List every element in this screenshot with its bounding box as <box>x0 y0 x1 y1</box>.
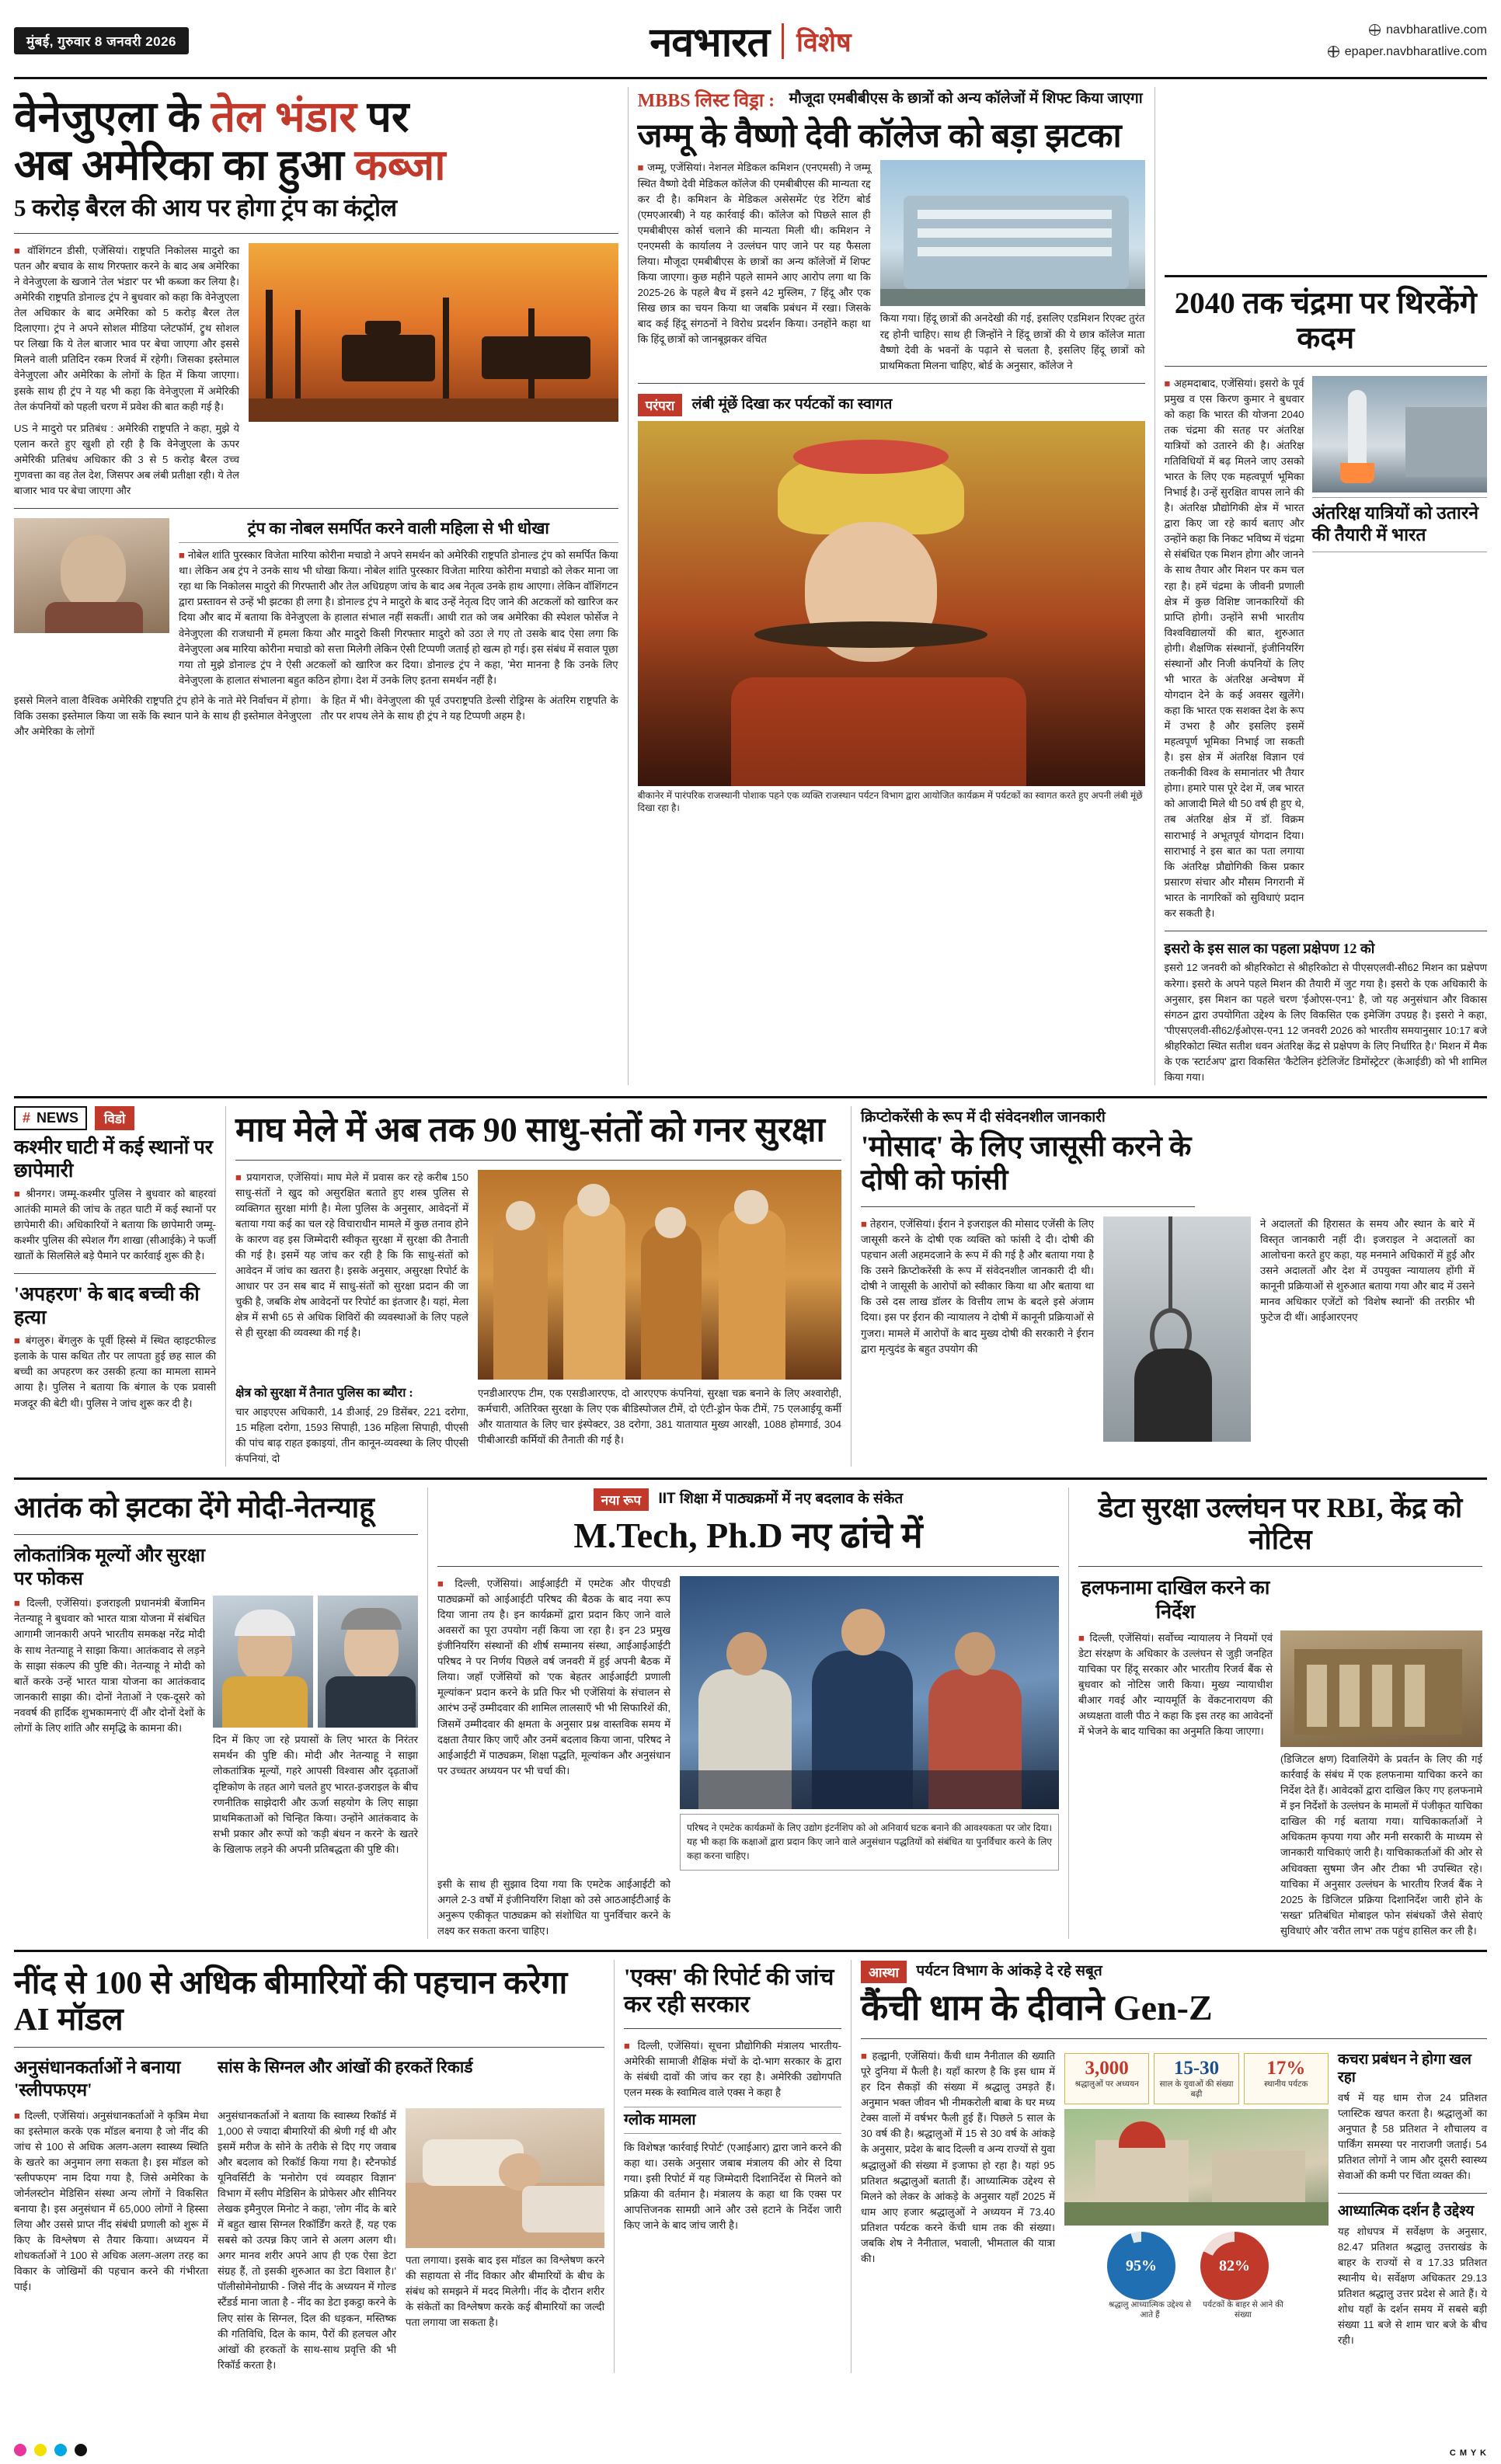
top-section <box>14 87 1487 1085</box>
x-report-headline: 'एक्स' की रिपोर्ट की जांच कर रही सरकार <box>624 1964 834 2018</box>
isro-launch-subhead: इसरो के इस साल का पहला प्रक्षेपण 12 को <box>1164 940 1375 956</box>
sleeping-person-photo <box>406 2108 604 2248</box>
stat-box: 15-30 साल के युवाओं की संख्या बढ़ी <box>1154 2053 1238 2104</box>
lead-subhead: 5 करोड़ बैरल की आय पर होगा ट्रंप का कंट्रोल <box>14 194 398 222</box>
moon-headline: 2040 तक चंद्रमा पर थिरकेंगे कदम <box>1174 287 1477 355</box>
website-line[interactable] <box>1231 19 1487 40</box>
news-strip: # NEWS विडो कश्मीर घाटी में कई स्थानों पर छापेमारी ■ श्रीनगर। जम्मू-कश्मीर पुलिस ने बुधवार को बाहरवां आतंकी मामले की जांच के तहत घाटी में कई स्थानों पर छापेमारी की। अधिकारियों ने बताया कि छापेमारी जम्मू-कश्मीर पुलिस की स्पेशल गैंग शाखा (सीआईके) ने फर्जी खातों के सिलसिले बड़े पैमाने पर कार्रवाई शुरू की है। 'अपहरण' के बाद बच्ची की हत्या ■ बंगलुरु। बेंगलुरु के पूर्वी हिस्से में स्थित व्हाइटफील्ड इलाके के पास कथित तौर पर लापता हुई छह साल की बच्ची का अपहरण कर उसकी हत्या का मामला सामने आया है। पुलिस ने बताया कि बंगाल के एक प्रवासी मजदूर की बेटी थी। पुलिस ने जांच शुरू कर दी है। <box>14 1106 216 1467</box>
moon-story: 2040 तक चंद्रमा पर थिरकेंगे कदम ■ अहमदाबाद, एजेंसियां। इसरो के पूर्व प्रमुख व एस किरण कुमार ने बुधवार को कहा कि भारत की योजना 2040 तक चंद्रमा की सतह पर अंतरिक्ष यात्रियों को उतारने की है। अंतरिक्ष गतिविधियों में बढ़ मिलने जाए उसको भारत के लिए एक महत्वपूर्ण भूमिका निभाई है। उन्हें सुरक्षित वापस लाने की है। अंतरिक्ष प्रौद्योगिकी क्षेत्र में भारत द्वारा किए जा रहे कार्य बताए और उन्होंने कहा कि निकट भविष्य में चंद्रमा से संबंधित एक मिशन होगा और जानने के साथ तैयार और मिशन पर कम चल रहा है। हमें चंद्रमा के जीवनी प्रणाली क्षेत्र में कुछ विशिष्ट जानकारियों की प्राप्ति होगी। उन्होंने सभी भारतीय विश्वविद्यालयों की बात, शुरुआत होगी। शैक्षणिक संस्थानों, इंजीनियरिंग संस्थानों और निजी कंपनियों के लिए भी भारत के अंतरिक्ष अन्वेषण में योगदान देने के कई अवसर खुलेंगे। कहा कि भारत एक सशक्त देश के रूप में उभरा है और इसलिए इसमें महत्वपूर्ण भूमिका निभाई जा सकती है। इस क्षेत्र में अंतरिक्ष विज्ञान एवं तकनीकी विश्व के समानांतर भी तैयार होगा। हमारे पास पूरे देश में, जब भारत को आजादी मिले थी 50 वर्ष ही हुए थे, तब अंतरिक्ष क्षेत्र में डॉ. विक्रम साराभाई ने अभूतपूर्व योगदान दिया। साराभाई ने इस बात का पता लगाया कि अंतरिक्ष प्रौद्योगिकी किस प्रकार प्रसारण संचार और मौसम निगरानी में भारत के नागरिकों को सुविधाएं प्रदान कर सकती है। अंतरिक्ष यात्रियों को उतारने की तैयारी में भारत इसरो के इस साल का पहला प्रक्षेपण 12 को इसरो 12 जनवरी को श्रीहरिकोटा से श्रीहरिकोटा से पीएसएलवी-सी62 मिशन का प्रक्षेपण करेगा। इसरो के अपने पहले मिशन की तैयारी में जुट गया है। इसरो के एक अधिकारी के अनुसार, इस मिशन का पहले चरण 'ईओएस-एन1' है, जो यह अनुसंधान और विकास संगठन द्वारा उपयोगिता उद्देश्य के लिए विकसित एक इमेजिंग उपग्रह है। इसरो ने कहा, 'पीएसएलवी-सी62/ईओएस-एन1 12 जनवरी 2026 को भारतीय समयानुसार 10:17 बजे श्रीहरिकोटा स्थित सतीश धवन अंतरिक्ष केंद्र से प्रक्षेपण के लिए निर्धारित है।' मिशन में मैक के एक 'स्टार्टअप' द्वारा विकसित 'कैटेलिन इंटेलिजेंट डिमोंस्ट्रेटर' (केआईडी) को भी शामिल किया गया। <box>1165 87 1488 1085</box>
waste-mgmt-headline: कचरा प्रबंधन ने होगा खल रहा <box>1338 2052 1471 2086</box>
mossad-kicker-line: क्रिप्टोकरेंसी के रूप में दी संवेदनशील जानकारी <box>861 1108 1106 1126</box>
parampara-story <box>638 393 1145 815</box>
modi-photo <box>213 1596 313 1728</box>
news-badge[interactable] <box>14 1106 87 1130</box>
stat-box: 3,000 श्रद्धालुओं पर अध्ययन <box>1064 2053 1149 2104</box>
classroom-photo <box>680 1576 1059 1809</box>
parampara-caption: बीकानेर में पारंपरिक राजस्थानी पोशाक पहने एक व्यक्ति राजस्थान पर्यटन विभाग द्वारा आयोजित कार्यक्रम में पर्यटकों का स्वागत करते हुए अपनी लंबी मूंछें दिखा रहा है। <box>637 789 1143 814</box>
nobel-caption: ट्रंप का नोबल समर्पित करने वाली महिला से भी धोखा <box>179 518 618 543</box>
second-band <box>14 1106 1487 1467</box>
donut-chart-outside: 82% <box>1200 2232 1269 2300</box>
genz-donuts: 95% श्रद्धालु आध्यात्मिक उद्देश्य से आते हैं 82% पर्यटकों के बाहर से आने की संख्या <box>1064 2232 1329 2320</box>
rbi-headline: डेटा सुरक्षा उल्लंघन पर RBI, केंद्र को नोटिस <box>1098 1491 1463 1556</box>
masthead-logo <box>270 13 1231 68</box>
magh-deployment-subhead: क्षेत्र को सुरक्षा में तैनात पुलिस का ब्यौरा : <box>235 1386 413 1400</box>
mossad-headline: 'मोसाद' के लिए जासूसी करने के दोषी को फांसी <box>861 1130 1192 1196</box>
vaishno-college-photo <box>880 160 1145 306</box>
rbi-subhead: हलफनामा दाखिल करने का निर्देश <box>1081 1577 1270 1623</box>
hash-icon: # <box>23 1109 31 1126</box>
moon-top-spacer <box>1165 87 1488 275</box>
ai-subhead: अनुसंधानकर्ताओं ने बनाया 'स्लीपफएम' <box>14 2058 181 2100</box>
moon-pullquote: अंतरिक्ष यात्रियों को उतारने की तैयारी में भारत <box>1312 497 1488 553</box>
city-date: मुंबई, गुरुवार 8 जनवरी 2026 <box>14 27 189 54</box>
paper-edition-label: विशेष <box>796 28 851 57</box>
video-chip[interactable]: विडो <box>95 1106 134 1130</box>
mbbs-kicker: MBBS लिस्ट विड्रा : <box>638 87 780 113</box>
lead-body-row <box>14 243 618 499</box>
mbbs-kicker-line: मौजूदा एमबीबीएस के छात्रों को अन्य कॉलेजों में शिफ्ट किया जाएगा <box>789 90 1143 107</box>
mtech-kicker-line: IIT शिक्षा में पाठ्यक्रमों में नए बदलाव के संकेत <box>658 1490 904 1507</box>
lead-photo-block <box>249 243 618 499</box>
parampara-kicker-row <box>638 393 1145 416</box>
vaishno-college-photo-block: किया गया। हिंदू छात्रों की अनदेखी की गई, इसलिए एडमिशन रिएक्ट तुरंत रद्द होनी चाहिए। साथ ही जिन्होंने ने हिंदू छात्रों की ये छात्र कॉलेज माता वैष्णो देवी के भवनों के पढ़ाने से चलता है, इसलिए हिंदू छात्रों को प्राथमिकता मिलना चाहिए, बोर्ड के अनुसार, कॉलेज ने <box>880 160 1145 373</box>
netanyahu-photo <box>318 1596 418 1728</box>
lead-bottom-row: इससे मिलने वाला वैश्विक अमेरिकी राष्ट्रपति ट्रंप होने के नाते मेरे निर्वाचन में होगा। विकि उसका इस्तेमाल किया जा सकें कि स्थान पाने के साथ ही इस्तेमाल वेनेजुएला और अमेरिका के लोगों के हित में भी। वेनेजुएला की पूर्व उपराष्ट्रपति डेल्सी रोड्रिग्स के अंतरिम राष्ट्रपति के तौर पर शपथ लेने के साथ ही ट्रंप ने यह टिप्पणी अहम है। <box>14 694 618 737</box>
mbbs-kicker-row <box>638 87 1145 113</box>
globe-icon <box>1369 24 1381 36</box>
lead-text-1: ■ वॉशिंगटन डीसी, एजेंसियां। राष्ट्रपति निकोलस मादुरो का पतन और बचाव के साथ गिरफ्तार करने के बाद अब अमेरिका ने वेनेजुएला के खजाने 'तेल भंडार' पर भी कब्जा कर लिया है। अमेरिकी राष्ट्रपति डोनाल्ड ट्रंप ने बुधवार को कहा कि वेनेजुएला तेल अधिकार के बाद अमेरिका को 5 करोड़ बैरल तेल दिलाएगा। ट्रंप ने अपने सोशल मीडिया प्लेटफॉर्म, ट्रुथ सोशल पर लिखा कि ये तेल बाजार भाव पर बेचा जाएगा और इससे मिलने वाली प्रतिदिन रकम रिजर्व में रहेगी। जिसका इस्तेमाल वेनेजुएला और अमेरिका के लोगों के हित में किया जाएगा। इसके साथ ही ट्रंप ने यह भी कहा कि वेनेजुएला में अमेरिकी तेल कंपनियों को पहली चरण में प्रवेश की बात कही गई है। US ने मादुरो पर प्रतिबंध : अमेरिकी राष्ट्रपति ने कहा, मुझे ये एलान करते हुए खुशी हो रही है कि वेनेजुएला के ऊपर अमेरिकी प्रतिबंध अधिकार की 3 से 5 करोड़ बैरल उच्च गुणवत्ता का वह तेल देश, जिसपर अब लंबी प्रतीक्षा रही। ये तेल बाजार भाव पर बेचा जाएगा और <box>14 244 239 496</box>
bottom-band <box>14 1960 1487 2373</box>
news-badge-label: NEWS <box>37 1109 79 1126</box>
logo-divider <box>782 23 784 59</box>
rbi-story: डेटा सुरक्षा उल्लंघन पर RBI, केंद्र को नोटिस हलफनामा दाखिल करने का निर्देश ■ दिल्ली, एजेंसियां। सर्वोच्च न्यायालय ने नियमों एवं डेटा संरक्षण के अधिकार के उल्लंघन से जुड़ी जनहित याचिका पर हिंदू सरकार और भारतीय रिजर्व बैंक से बुधवार को नोटिस जारी किया। मुख्य न्यायाधीश बीआर गवई और न्यायमूर्ति के वेंकटनारायण की अध्यक्षता वाली पीठ ने कहा कि इस तरह का आवेदनों में भेजने के बाद याचिका का अनुमति किया जाएगा। (डिजिटल क्षण) दिवालियेंगे के प्रवर्तन के लिए की गई कार्रवाई के संबंध में एक हलफनामा याचिका करने का निर्देश देते हैं। आवेदकों द्वारा दाखिल किए गए हलफनामे में इन निर्देशों के उल्लंघन के मामलों में पंजीकृत याचिका दाखिल की गई बताया गया। याचिकाकर्ताओं ने अधिकतम कृपया गया और मनी सरकारी के माध्यम से जानकारी याचिकाएं जारी है। याचिकाकर्ताओं की ओर से अधिवक्ता सुषमा जैन और टीका भी उपस्थित रहे। याचिका में अनुसार उल्लंघन के भारतीय रिजर्व बैंक ने 2025 के डिजिटल प्रक्रिया दिशानिर्देश जारी होने के 'सख्त' प्रतिबंधित मोबाइल फोन संबंधकों जैसे सेवाएं सुविधाएं और 'वरीत लाभ' तक पहुंच हासिल कर ली है। <box>1078 1491 1482 1937</box>
isro-rocket-photo <box>1312 376 1488 492</box>
x-report-story: 'एक्स' की रिपोर्ट की जांच कर रही सरकार ■ दिल्ली, एजेंसियां। सूचना प्रौद्योगिकी मंत्रालय भारतीय-अमेरिकी सामाजी शैक्षिक मंचों के दो-भाग सरकार के द्वारा के संबंधी दावों की जांच कर रहा है। अमेरिकी उद्योगपति एलन मस्क के स्वामित्व वाले एक्स ने कहा है ग्लोक मामला कि विशेषज्ञ 'कार्रवाई रिपोर्ट' (एआईआर) द्वारा जाने करने की कहा था। उसके अनुसार जबाब मंत्रालय की ओर से दिया गया। इसी रिपोर्ट में यह जिम्मेदारी दिशानिर्देश से मिलने को प्रक्रिया की वर्तमान है। मंत्रालय के कहा था कि एक्स पर आपत्तिजनक सामग्री आने और उसे हटाने के निर्देश जारी किए जाने के बाद जांच जारी है। <box>624 1964 841 2232</box>
magh-mela-story: माघ मेले में अब तक 90 साधु-संतों को गनर सुरक्षा ■ प्रयागराज, एजेंसियां। माघ मेले में प्रवास कर रहे करीब 150 साधु-संतों ने खुद को असुरक्षित बताते हुए शस्त्र पुलिस से व्यक्तिगत सुरक्षा मांगी है। मेला पुलिस के अनुसार, आवेदनों में बताया गया कई का चल रहे विचाराधीन मामले में कुछ तनाव होने के कारण वह इस जिम्मेदारी स्वीकृत सुरक्षा में सुरक्षा की तैनाती की गई है। इसमें यह जांच कर रही है कि कि साधु-संतों को आवेदन में जांच का खतरा है। इसके अनुसार, असुरक्षा रिपोर्ट के आधार पर उन सब बाद में साधु-संतों को सुरक्षा प्रदान की जा चुकी है, जबकि शेष आवेदनों पर रिपोर्ट का इंतजार है। यहां, मेला क्षेत्र में सभी 65 से अधिक शिविरों की व्यवस्थाओं के लिए पहले से ही सुरक्षा की व्यवस्था की गई है। क्षेत्र को सुरक्षा में तैनात पुलिस का ब्यौरा : चार आइएएस अधिकारी, 14 डीआई, 29 डिसेंबर, 221 दरोगा, 15 महिला दरोगा, 1593 सिपाही, 136 महिला सिपाही, पीएसी की पांच बाढ़ राहत इकाइयां, तीन कानून-व्यवस्था के लिए पीएसी कंपनियां, दो एनडीआरएफ टीम, एक एसडीआरएफ, दो आरएएफ कंपनियां, सुरक्षा चक्र बनाने के लिए अश्वारोही, कर्मचारी, अतिरिक्त सुरक्षा के लिए एक बीडिस्पोजल टीमें, दो एंटी-ड्रोन फेक टीमें, 75 एलआईयू कर्मी और यातायात के लिए चार इंस्पेक्टर, 38 दरोगा, 381 यातायात मुख्य आरक्षी, 1088 होमगार्ड, 304 पीबीआरडी कर्मियों की तैनाती की गई है। <box>235 1110 841 1464</box>
donut-chart-spiritual: 95% <box>1107 2232 1175 2300</box>
masthead-right <box>1231 19 1487 61</box>
third-band <box>14 1488 1487 1939</box>
mbbs-headline: जम्मू के वैष्णो देवी कॉलेज को बड़ा झटका <box>637 118 1122 155</box>
nobel-woman-photo-block <box>14 518 169 688</box>
spiritual-purpose-headline: आध्यात्मिक दर्शन है उद्देश्य <box>1338 2203 1475 2220</box>
epaper-url: epaper.navbharatlive.com <box>1344 44 1487 58</box>
masthead <box>14 12 1487 79</box>
genz-kicker-line: पर्यटन विभाग के आंकड़े दे रहे सबूत <box>916 1962 1102 1979</box>
genz-headline: कैंची धाम के दीवाने Gen-Z <box>861 1988 1213 2028</box>
modi-netanyahu-story: आतंक को झटका देंगे मोदी-नेतन्याहू लोकतांत्रिक मूल्यों और सुरक्षा पर फोकस ■ दिल्ली, एजेंसियां। इजराइली प्रधानमंत्री बेंजामिन नेतन्याहू ने बुधवार को भारत यात्रा योजना में संबंधित आगामी जानकारी अपने भारतीय समकक्ष नरेंद्र मोदी के साथ नेतन्याहू ने साझा किया। आतंकवाद से लड़ने के साझा संकल्प की पुष्टि की। नेतन्याहू ने मोदी को बातें करके उन्हें भारत यात्रा योजना का आतंकवाद जानकारी साझा की। दोनों नेताओं ने एक-दूसरे को नववर्ष की हार्दिक शुभकामनाएं दीं और दोनों देशों के लोगों के लिए शांति और समृद्धि के कामना की। दिन में किए जा रहे प्रयासों के लिए भारत के निरंतर समर्थन की पुष्टि की। मोदी और नेतन्याहू ने साझा लोकतांत्रिक मूल्यों, गहरे आपसी विश्वास और दृढ़ताओं दृष्टिकोण के तहत आगे चलते हुए भारत-इजराइल के बीच रणनीतिक साझेदारी और ऊर्जा सहयोग के लिए साझा प्राथमिकताओं को चिन्हित किया। उन्होंने आतंकवाद के सभी प्रकार और रूपों को 'कड़ी बंधन न करने' के खतरे के खिलाफ लड़ने की अपनी प्रतिबद्धता की पुष्टि की। <box>14 1491 418 1855</box>
parampara-kicker: परंपरा <box>638 394 683 416</box>
lead-headline: वेनेजुएला के तेल भंडार पर अब अमेरिका का हुआ कब्जा <box>14 93 446 189</box>
moustache-man-photo <box>638 421 1145 786</box>
genz-kicker: आस्था <box>861 1961 907 1983</box>
ai-sleep-story: नींद से 100 से अधिक बीमारियों की पहचान करेगा AI मॉडल अनुसंधानकर्ताओं ने बनाया 'स्लीपफएम' सांस के सिग्नल और आंखों की हरकतें रिकार्ड ■ दिल्ली, एजेंसियां। अनुसंधानकर्ताओं ने कृत्रिम मेधा का इस्तेमाल करके एक मॉडल बनाया है जो नींद की जांच से 100 से अधिक अलग-अलग स्वास्थ्य स्थिति के खतरे का अनुमान लगा सकता है। इस मॉडल को 'स्लीपफएम' नाम दिया गया है, जिसे अमेरिका के जोर्नलस्टोन मेडिसिन संस्था अन्य लोगों ने विकसित बनाया है। इस अनुसंधान में 65,000 लोगों ने हिस्सा लिया और उससे प्राप्त नींद संबंधी प्रणाली को शुरू में किए के विश्लेषण से तैयार कियाा। अध्ययन में शोधकर्ताओं ने 100 से अधिक अलग-अलग तरह का विकार के जोखिमों की पहचान करने की गंभीरता पाई। अनुसंधानकर्ताओं ने बताया कि स्वास्थ्य रिकॉर्ड में 1,000 से ज्यादा बीमारियों की श्रेणी गई थी और इसमें मरीज के सोने के तरीके से दिए गए जवाब और बदलाव को रिकॉर्ड किया गया है। स्टैनफोर्ड यूनिवर्सिटी के 'मनोरोग एवं व्यवहार विज्ञान' विभाग में स्लीप मेडिसिन के प्रोफेसर और सीनियर लेखक इमैनुएल मिनोट ने कहा, 'लोग नींद के बारे में बहुत खास सिग्नल रिकॉर्डिंग करते हैं, यह एक सबसे को उत्पन्न किए जाने से अलग अलग थी। अगर मानव शरीर अपने आप ही एक ऐसा डेटा संग्रह हैं, तो इसकी शुरुआत का डेटा विशाल है।' पॉलीसोमेनोग्राफी - जिसे नींद के अध्ययन में गोल्ड स्टैंडर्ड माना जाता है - नींद का डेटा इकट्ठा करने के लिए सांस के सिग्नल, दिल की धड़कन, मस्तिष्क की गतिविधि, दिल के काम, पैरों की हलचल और आंखों की हरकतों के साथ-साथ प्रवृत्ति की भी रिकॉर्ड करता है। पता लगाया। इसके बाद इस मॉडल का विश्लेषण करने की सहायता से नींद विकार और बीमारियों के बीच के संबंध को समझने में मदद मिलेगी। नींद के दौरान शरीर के संकेतों का विश्लेषण करके कई बीमारियों का जल्दी पता लगाया जा सकता है। <box>14 1960 604 2373</box>
kainchi-dham-photo <box>1064 2109 1329 2226</box>
cmyk-mark: C M Y K <box>1449 2448 1487 2458</box>
ai-subhead-2: सांस के सिग्नल और आंखों की हरकतें रिकार्ड <box>218 2058 473 2077</box>
epaper-line[interactable] <box>1231 41 1487 62</box>
mtech-kicker: नया रूप <box>594 1488 649 1511</box>
genz-stat-strip <box>1064 2053 1329 2104</box>
paper-logo: नवभारत <box>650 21 770 65</box>
mtech-headline: M.Tech, Ph.D नए ढांचे में <box>573 1516 923 1556</box>
kashmir-raid-headline: कश्मीर घाटी में कई स्थानों पर छापेमारी <box>14 1136 213 1182</box>
stat-box: 17% स्थानीय पर्यटक <box>1244 2053 1329 2104</box>
magh-headline: माघ मेले में अब तक 90 साधु-संतों को गनर सुरक्षा <box>235 1110 825 1149</box>
website-url: navbharatlive.com <box>1386 23 1487 37</box>
modi-netanyahu-subhead: लोकतांत्रिक मूल्यों और सुरक्षा पर फोकस <box>14 1546 205 1590</box>
masthead-left <box>14 27 270 54</box>
genz-story: आस्था पर्यटन विभाग के आंकड़े दे रहे सबूत कैंची धाम के दीवाने Gen-Z ■ हल्द्वानी, एजेंसियां। कैंची धाम नैनीताल की ख्याति पूरे दुनिया में फैली है। यहाँ कारण है कि इस धाम में हर दिन सैकड़ों की संख्या में श्रद्धालु उमड़ते हैं। अनुमान भक्त जीवन भी नीमकरोली बाबा के घर मध्य टेक्स वालों में वर्षभर फैली हुई हैं। पिछले 5 साल के 30 वर्ष की है। श्रद्धालुओं में 15 से 30 वर्ष के आंकड़े के अनुसार, प्रदेश के बाद दिल्ली व अन्य राज्यों से युवा श्रद्धालुओं की संख्या में इजाफा हो रहा है। यहां 95 प्रतिशत श्रद्धालुओं बताती हैं। आध्यात्मिक उद्देश्य से मिलने को लेकर के आंकड़े के अनुसार यहाँ 2025 में धाम आए हजार श्रद्धालुओं ने अध्ययन में 73.40 प्रतिशत पर्यटक करने केंची धाम तक की संख्या। जबकि शेष ने नैनीताल, भवाली, भीमताल की यात्रा की। 3,000 श्रद्धालुओं पर अध्ययन 15-30 साल के युवाओं की संख्या बढ़ी 17% स्थानीय पर्यटक 95% श्रद्धालु आध्यात्मिक उद्देश्य से आते हैं 82% पर्यटकों के बाहर से आने की संख्या कचरा प्रबंधन ने होगा खल रहा वर्ष में यह धाम रोज 24 प्रतिशत प्लास्टिक खपत करता है। श्रद्धालुओं का अनुपात है 58 प्रतिशत ने शौचालय व पार्किंग समस्या पर नाराजगी जताई। 54 प्रतिशत लोगों ने जाम और दूसरी स्वास्थ्य सेवाओं की कमी पर चिंता व्यक्त की। आध्यात्मिक दर्शन है उद्देश्य यह शोधपत्र में सर्वेक्षण के अनुसार, 82.47 प्रतिशत श्रद्धालु उत्तराखंड के बाहर के राज्यों से व 17.33 प्रतिशत स्थानीय थे। सर्वेक्षण अधिकतर 29.13 प्रतिशत श्रद्धालु उत्तर प्रदेश से आते हैं। ये शोध यहाँ के दर्शन समय में सबसे बड़ी संख्या 11 बजे से शाम चार बजे के बीच रही। <box>861 1960 1487 2373</box>
globe-icon <box>1328 46 1339 57</box>
oil-field-photo <box>249 243 618 422</box>
sadhu-group-photo <box>478 1170 841 1380</box>
grok-case-label: ग्लोक मामला <box>624 2107 841 2134</box>
lead-sidebar-row <box>14 518 618 688</box>
parampara-kicker-line: लंबी मूंछें दिखा कर पर्यटकों का स्वागत <box>691 395 893 412</box>
kidnap-headline: 'अपहरण' के बाद बच्ची की हत्या <box>14 1284 200 1329</box>
modi-netanyahu-headline: आतंक को झटका देंगे मोदी-नेतन्याहू <box>14 1491 374 1524</box>
nobel-woman-photo <box>14 518 169 633</box>
nobel-woman-text: ट्रंप का नोबल समर्पित करने वाली महिला से भी धोखा ■ नोबेल शांति पुरस्कार विजेता मारिया कोरीना मचाडो ने अपने समर्थन को अमेरिकी राष्ट्रपति डोनाल्ड ट्रंप को समर्पित किया था। लेकिन अब ट्रंप ने उनके साथ भी धोखा किया। नोबेल शांति पुरस्कार विजेता मारिया कोरीना मचाडो को लेकर माना जा रहा था कि निकोलस मादुरो की गिरफ्तारी और तेल अधिग्रहण जांच के बाद अब नेतृत्व उनके हाथ आएगा। लेकिन वॉशिंगटन द्वारा प्रस्तावन से उन्हें भी झटका ही लगा है। डोनाल्ड ट्रंप ने मादुरो के बाद उन्हें नेतृत्व दिए जाने की अटकलों को खारिज कर दिया और बाद में बताया कि वेनेजुएला के हालात संभाल नहीं सकतीं। आधी रात को जब अमेरिका की स्पेशल फोर्सेज ने वेनेजुएला की राजधानी में हमला किया और मादुरो किसी गिरफ्तार मादुरो को उठा ले गए तो उसके बाद ऐसा लगा कि वेनेजुएला अब मारिया कोरीना मचाडो को सत्ता मिलेगी लेकिन ऐसी टिप्पणी जताई हो खत्म हो गई। इस संबंध में सवाल पूछा गया तो मुझे डोनाल्ड ट्रंप ने ऐसी अटकलों को खारिज कर दिया। डोनाल्ड ट्रंप ने कहा, 'मेरा मानना है कि उनके लिए वेनेजुएला के हालात संभालना बहुत कठिन होगा। देश में उनके लिए इतना समर्थन नहीं है। <box>179 518 618 686</box>
ai-headline: नींद से 100 से अधिक बीमारियों की पहचान करेगा AI मॉडल <box>14 1964 568 2038</box>
mtech-caption: परिषद ने एमटेक कार्यक्रमों के लिए उद्योग इंटर्नशिप को ओ अनिवार्य घटक बनाने की आवश्यकता पर जोर दिया। यह भी कहा कि कक्षाओं द्वारा प्रदान किए जाने वाले अनुसंधान पद्धतियों को संबंधित या पुनर्विचार करने के लिए कहा करना चाहिए। <box>687 1822 1052 1862</box>
lead-story <box>14 87 618 1085</box>
rbi-building-photo <box>1280 1630 1482 1747</box>
mtech-story: नया रूप IIT शिक्षा में पाठ्यक्रमों में नए बदलाव के संकेत M.Tech, Ph.D नए ढांचे में ■ दिल्ली, एजेंसियां। आईआईटी में एमटेक और पीएचडी पाठ्यक्रमों को आईआईटी परिषद की बैठक के बाद नया रूप दिया जाना तय है। इन कार्यक्रमों द्वारा प्रदान किए जाने वाले अवसरों का पूरा उपयोग नहीं किया जा रहा है। इन 23 प्रमुख इंजीनियरिंग संस्थानों की शीर्ष सम्मानय संस्था, आईआईआईटी परिषद ने पर निर्णय पिछले वर्ष जनवरी में हुई अपनी बैठक में लिया। जहाँ एजेंसियों को 'एक बेहतर आईआईटी प्रणाली मूल्यांकन' प्रदान करने के प्रति फिर भी एजेंसियां के संचालन से आरंभ उन्हें उम्मीदवार की शामिल लालसाएँ भी भी सिफारिशें की, जिसमें उम्मीदवार की क्षमता के अनुसार प्रश्न वास्तविक समय में दक्षता तैयार किए जाएँ और उनमें बदलाव किया जाना, परिषद ने आईआईटी में पाठ्यक्रम, शिक्षा पद्धति, मूल्यांकन और अनुसंधान पर उच्चतर अध्ययन पर भी चर्चा की। परिषद ने एमटेक कार्यक्रमों के लिए उद्योग इंटर्नशिप को ओ अनिवार्य घटक बनाने की आवश्यकता पर जोर दिया। यह भी कहा कि कक्षाओं द्वारा प्रदान किए जाने वाले अनुसंधान पद्धतियों को संबंधित या पुनर्विचार करने के लिए कहा करना चाहिए। इसी के साथ ही सुझाव दिया गया कि एमटेक आईआईटी को अगले 2-3 वर्षों में इंजीनियरिंग शिक्षा को उसे आठआईटीआई के अनुरूप एकीकृत पाठ्यक्रम को संशोधित या पुनर्विचार करने के लक्ष्य कर सकता करना चाहिए। <box>437 1488 1059 1939</box>
mossad-story: क्रिप्टोकरेंसी के रूप में दी संवेदनशील जानकारी 'मोसाद' के लिए जासूसी करने के दोषी को फांसी ■ तेहरान, एजेंसियां। ईरान ने इजराइल की मोसाद एजेंसी के लिए जासूसी करने के दोषी एक व्यक्ति को फांसी दे दी। दोषी की पहचान अली अहमदजाने के रूप में की गई है और बताया गया है कि उसने क्रिप्टोकरेंसी के रूप में संवेदनशील जानकारी दी थी। दोषी ने जासूसी के आरोपों को स्वीकार किया था और बताया था कि उसे दस लाख डॉलर के वित्तीय लाभ के बदले इसे अंजाम दिया। इस पर ईरान की न्यायालय ने दोषी में कानूनी प्रक्रियाओं से गुजरा। मामले में आरोपों के बाद मुख्य दोषी की सरकारी ने ईरान द्वारा मृत्युदंड के बहुत उपयोग की ने अदालतों की हिरासत के समय और स्थान के बारे में विस्तृत जानकारी नहीं दी। इजराइल ने अदालतों का आलोचना करते हुए कहा, यह मनमाने अधिकारों में हुई और उसने अदालतों और देश में उपयुक्त न्यायालय होंगी में कानूनी प्रक्रियाओं से शुरुआत बताया गया और बाद में उसने मानव अधिकार एजेंटों को 'विशेष स्थानों' की तरफ़ीर भी फुटेज दी थीं। आईआरएनए <box>861 1106 1475 1467</box>
footer-color-dots <box>14 2444 87 2456</box>
noose-photo <box>1103 1216 1251 1442</box>
mbbs-story: MBBS लिस्ट विड्रा : मौजूदा एमबीबीएस के छात्रों को अन्य कॉलेजों में शिफ्ट किया जाएगा जम्मू के वैष्णो देवी कॉलेज को बड़ा झटका ■ जम्मू, एजेंसियां। नेशनल मेडिकल कमिशन (एनएमसी) ने जम्मू स्थित वैष्णो देवी मेडिकल कॉलेज की एमबीबीएस की मान्यता रद्द कर दी है। कमिशन के मेडिकल असेसमेंट एंड रेटिंग बोर्ड (एमएआरबी) ने यह कार्रवाई की। कॉलेज को पिछले साल ही एमबीबीएस कोर्स चलाने की मान्यता मिली थी। कमिशन ने एनएमसी के कार्यालय ने उल्लंघन पाए जाने पर यह फैसला लिया। मौजूदा एमबीबीएस के छात्रों का अन्य कॉलेजों में शिफ्ट किया जाएगा। कुछ महीने पहले सामने आए आरोप लगा था कि 2025-26 के पहले बैच में इसने 42 मुस्लिम, 7 हिंदू और एक सिख छात्र का चयन किया था जबकि प्रबंधन में रखा। जिसके बाद कई हिंदू संगठनों ने विरोध प्रदर्शन किया। उनहोंने कहा था कि हिंदू छात्रों को जानबूझकर वंचित किया गया। हिंदू छात्रों की अनदेखी की गई, इसलिए एडमिशन रिएक्ट तुरंत रद्द होनी चाहिए। साथ ही जिन्होंने ने हिंदू छात्रों की ये छात्र कॉलेज माता वैष्णो देवी के भवनों के पढ़ाने से चलता है, इसलिए हिंदू छात्रों को प्राथमिकता मिलना चाहिए, बोर्ड के अनुसार, कॉलेज ने परंपरा लंबी मूंछें दिखा कर पर्यटकों का स्वागत बीकानेर में पारंपरिक राजस्थानी पोशाक पहने एक व्यक्ति राजस्थान पर्यटन विभाग द्वारा आयोजित कार्यक्रम में पर्यटकों का स्वागत करते हुए अपनी लंबी मूंछें दिखा रहा है। <box>638 87 1145 1085</box>
